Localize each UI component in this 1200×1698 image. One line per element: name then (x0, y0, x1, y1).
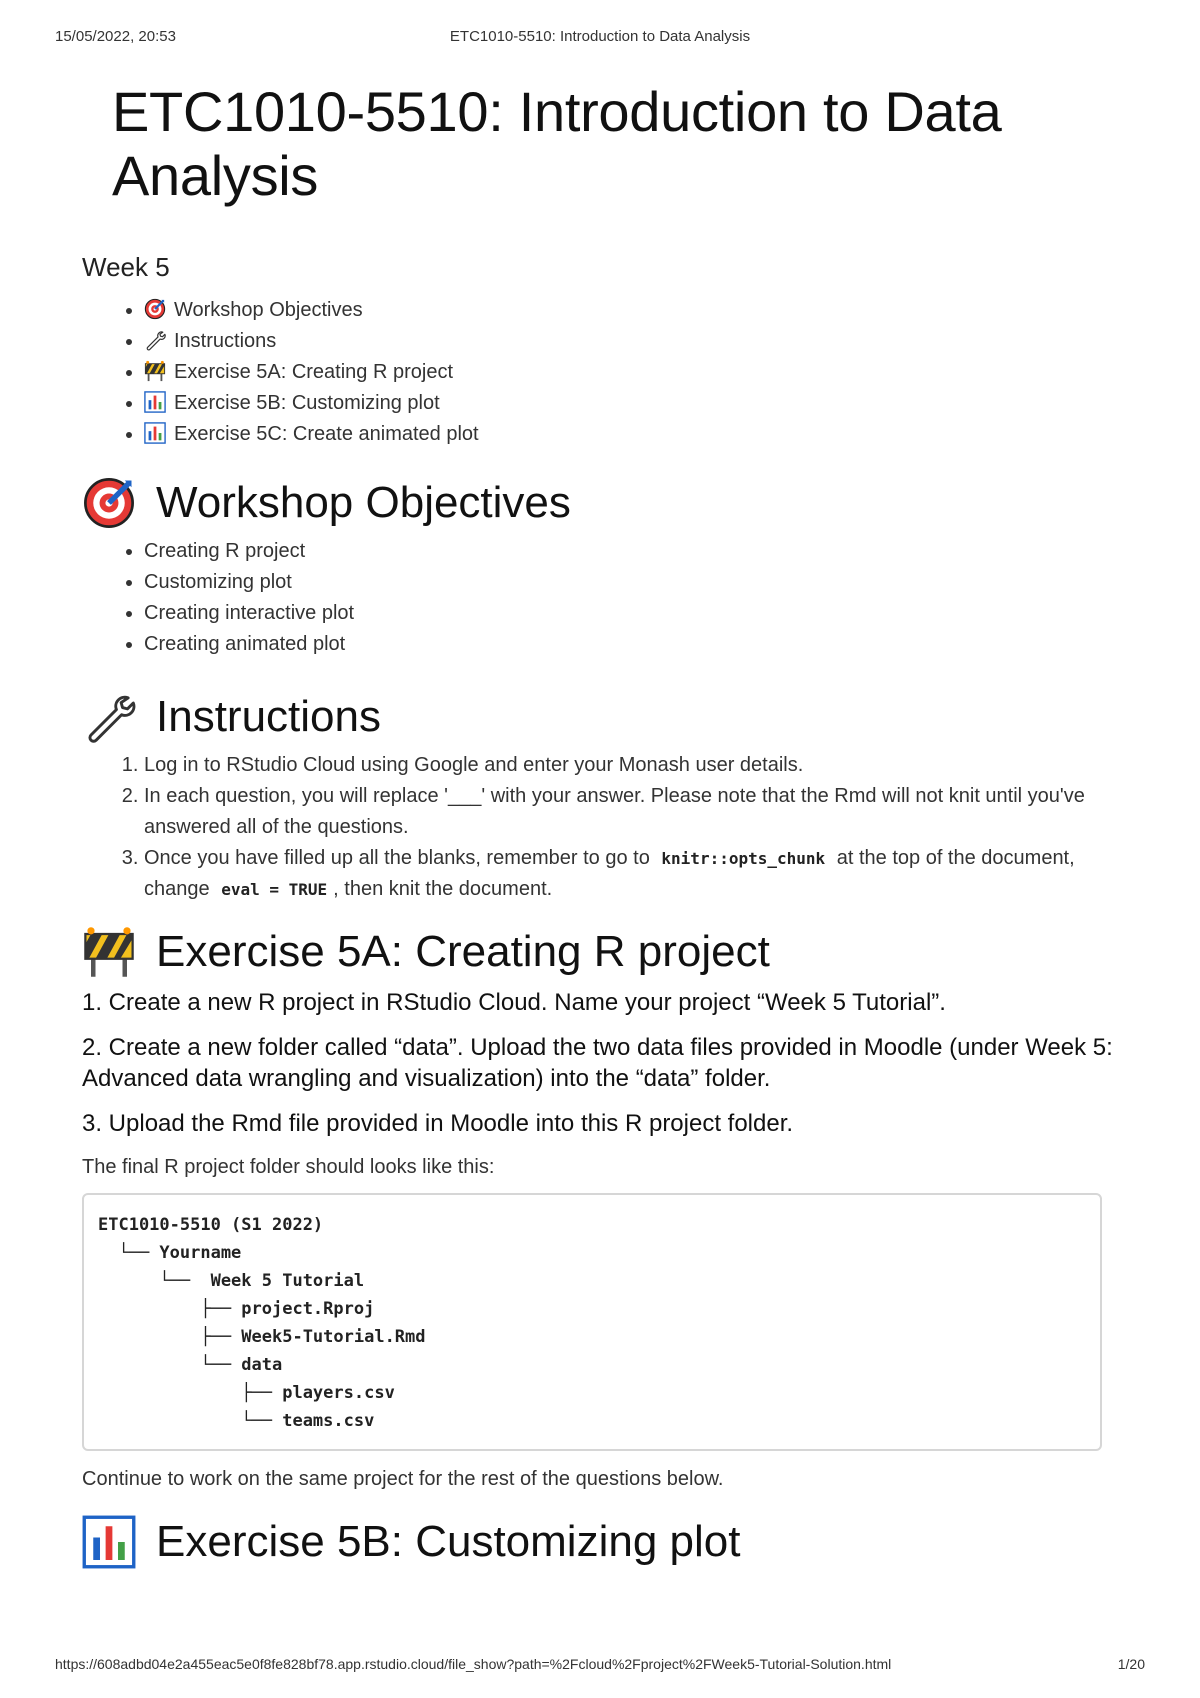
code-line: └── teams.csv (98, 1411, 375, 1431)
wrench-icon (82, 690, 136, 744)
toc-item-exercise-5c[interactable]: • Exercise 5C: Create animated plot (144, 419, 1132, 450)
page-url: https://608adbd04e2a455eac5e0f8fe828bf78.app.rstudio.cloud/file_show?path=%2Fcloud%2Fproject%2FWeek5-Tutorial-Solution.html (55, 1656, 892, 1672)
list-item: • Customizing plot (144, 567, 1132, 598)
code-line: ├── players.csv (98, 1383, 395, 1403)
list-item: • Creating animated plot (144, 629, 1132, 660)
list-item: • Creating interactive plot (144, 598, 1132, 629)
code-line: ├── Week5-Tutorial.Rmd (98, 1327, 426, 1347)
bar-chart-icon (144, 391, 166, 413)
section-heading-exercise-5a: Exercise 5A: Creating R project (82, 925, 1132, 979)
print-footer (55, 1656, 1145, 1678)
task-heading-2: 2. Create a new folder called “data”. Upload the two data files provided in Moodle (under Week 5: Advanced data wrangling and visualization) into the “data” folder. (82, 1034, 1113, 1092)
code-line: └── Week 5 Tutorial (98, 1271, 365, 1291)
target-icon (82, 476, 136, 530)
week-label: Week 5 (82, 252, 170, 282)
toc-item-objectives[interactable]: • Workshop Objectives (144, 295, 1132, 326)
bar-chart-icon (82, 1515, 136, 1569)
print-title: ETC1010-5510: Introduction to Data Analysis (449, 28, 751, 45)
toc-item-exercise-5a[interactable]: • Exercise 5A: Creating R project (144, 357, 1132, 388)
list-item: 3. Once you have filled up all the blanks, remember to go to knitr::opts_chunk at the top of the document, change eval = TRUE , then knit the document. (144, 843, 1132, 905)
inline-code: eval = TRUE (221, 880, 328, 899)
table-of-contents (82, 295, 1132, 450)
print-header (55, 28, 1145, 50)
bar-chart-icon (144, 422, 166, 444)
list-item: 2. In each question, you will replace '___' with your answer. Please note that the Rmd will not knit until you've answered all of the questions. (144, 781, 1132, 843)
task-heading-3: 3. Upload the Rmd file provided in Moodle into this R project folder. (82, 1110, 794, 1137)
inline-code: knitr::opts_chunk (661, 849, 826, 868)
task-heading-1: 1. Create a new R project in RStudio Cloud. Name your project “Week 5 Tutorial”. (82, 989, 946, 1016)
objectives-list (82, 536, 1132, 660)
target-icon (144, 298, 166, 320)
page-number: 1/20 (1117, 1656, 1145, 1672)
document-content (82, 80, 1132, 1575)
construction-icon (82, 925, 136, 979)
code-line: └── Yourname (98, 1243, 242, 1263)
instructions-list (82, 750, 1132, 905)
section-heading-objectives: Workshop Objectives (82, 476, 1132, 530)
folder-intro-text: The final R project folder should looks like this: (82, 1156, 495, 1178)
code-line: └── data (98, 1355, 283, 1375)
toc-item-exercise-5b[interactable]: • Exercise 5B: Customizing plot (144, 388, 1132, 419)
continue-text: Continue to work on the same project for the rest of the questions below. (82, 1468, 724, 1490)
section-heading-instructions: Instructions (82, 690, 1132, 744)
list-item: 1. Log in to RStudio Cloud using Google and enter your Monash user details. (144, 750, 1132, 781)
folder-tree-code-block (82, 1193, 1102, 1451)
print-date: 15/05/2022, 20:53 (55, 28, 176, 45)
page-title: ETC1010-5510: Introduction to Data Analysis (112, 80, 1002, 207)
wrench-icon (144, 329, 166, 351)
toc-item-instructions[interactable]: • Instructions (144, 326, 1132, 357)
code-line: ETC1010-5510 (S1 2022) (98, 1215, 324, 1235)
construction-icon (144, 360, 166, 382)
code-line: ├── project.Rproj (98, 1299, 375, 1319)
section-heading-exercise-5b: Exercise 5B: Customizing plot (82, 1515, 1132, 1569)
list-item: • Creating R project (144, 536, 1132, 567)
